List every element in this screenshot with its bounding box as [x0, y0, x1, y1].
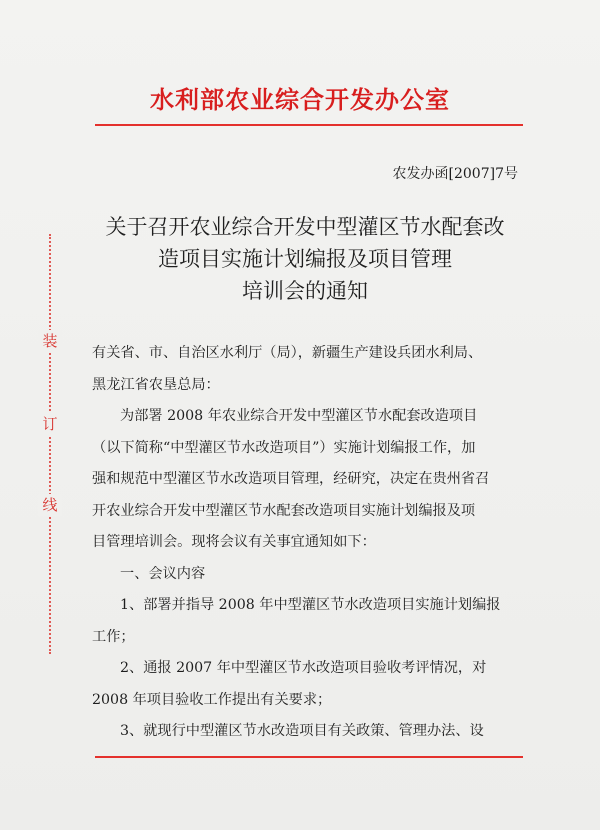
- body-paragraph-line: 目管理培训会。现将会议有关事宜通知如下：: [92, 534, 376, 550]
- list-item-line: 3、就现行中型灌区节水改造项目有关政策、管理办法、设: [120, 723, 484, 739]
- addressee-line: 有关省、市、自治区水利厅（局），新疆生产建设兵团水利局、: [92, 345, 483, 361]
- notice-title: [80, 211, 530, 307]
- binding-char: 线: [38, 494, 62, 516]
- list-item-line: 1、部署并指导 2008 年中型灌区节水改造项目实施计划编报: [120, 597, 501, 613]
- list-item-line: 工作；: [92, 628, 135, 645]
- section-heading: 一、会议内容: [120, 565, 206, 582]
- document-number: 农发办函[2007]7号: [392, 166, 518, 182]
- body-paragraph-line: 强和规范中型灌区节水改造项目管理，经研究，决定在贵州省召: [92, 471, 490, 487]
- title-line: 培训会的通知: [242, 279, 368, 303]
- list-item-line: 2、通报 2007 年中型灌区节水改造项目验收考评情况，对: [120, 660, 487, 676]
- footer-red-rule: [95, 756, 523, 758]
- binding-char: 装: [38, 330, 62, 352]
- binding-dotted-line: [49, 234, 51, 654]
- body-paragraph-line: 为部署 2008 年农业综合开发中型灌区节水配套改造项目: [120, 408, 478, 424]
- body-paragraph-line: 开农业综合开发中型灌区节水配套改造项目实施计划编报及项: [92, 502, 476, 519]
- masthead-red-rule: [95, 124, 523, 126]
- masthead-office-name: 水利部农业综合开发办公室: [150, 86, 450, 114]
- addressee-line: 黑龙江省农垦总局：: [92, 376, 220, 393]
- binding-char: 订: [38, 413, 62, 435]
- list-item-line: 2008 年项目验收工作提出有关要求；: [92, 691, 332, 708]
- body-paragraph-line: （以下简称“中型灌区节水改造项目”）实施计划编报工作，加: [92, 439, 476, 456]
- notice-body: [92, 338, 524, 748]
- title-line: 关于召开农业综合开发中型灌区节水配套改: [105, 215, 505, 239]
- title-line: 造项目实施计划编报及项目管理: [158, 247, 452, 271]
- binding-margin-line: [44, 234, 56, 654]
